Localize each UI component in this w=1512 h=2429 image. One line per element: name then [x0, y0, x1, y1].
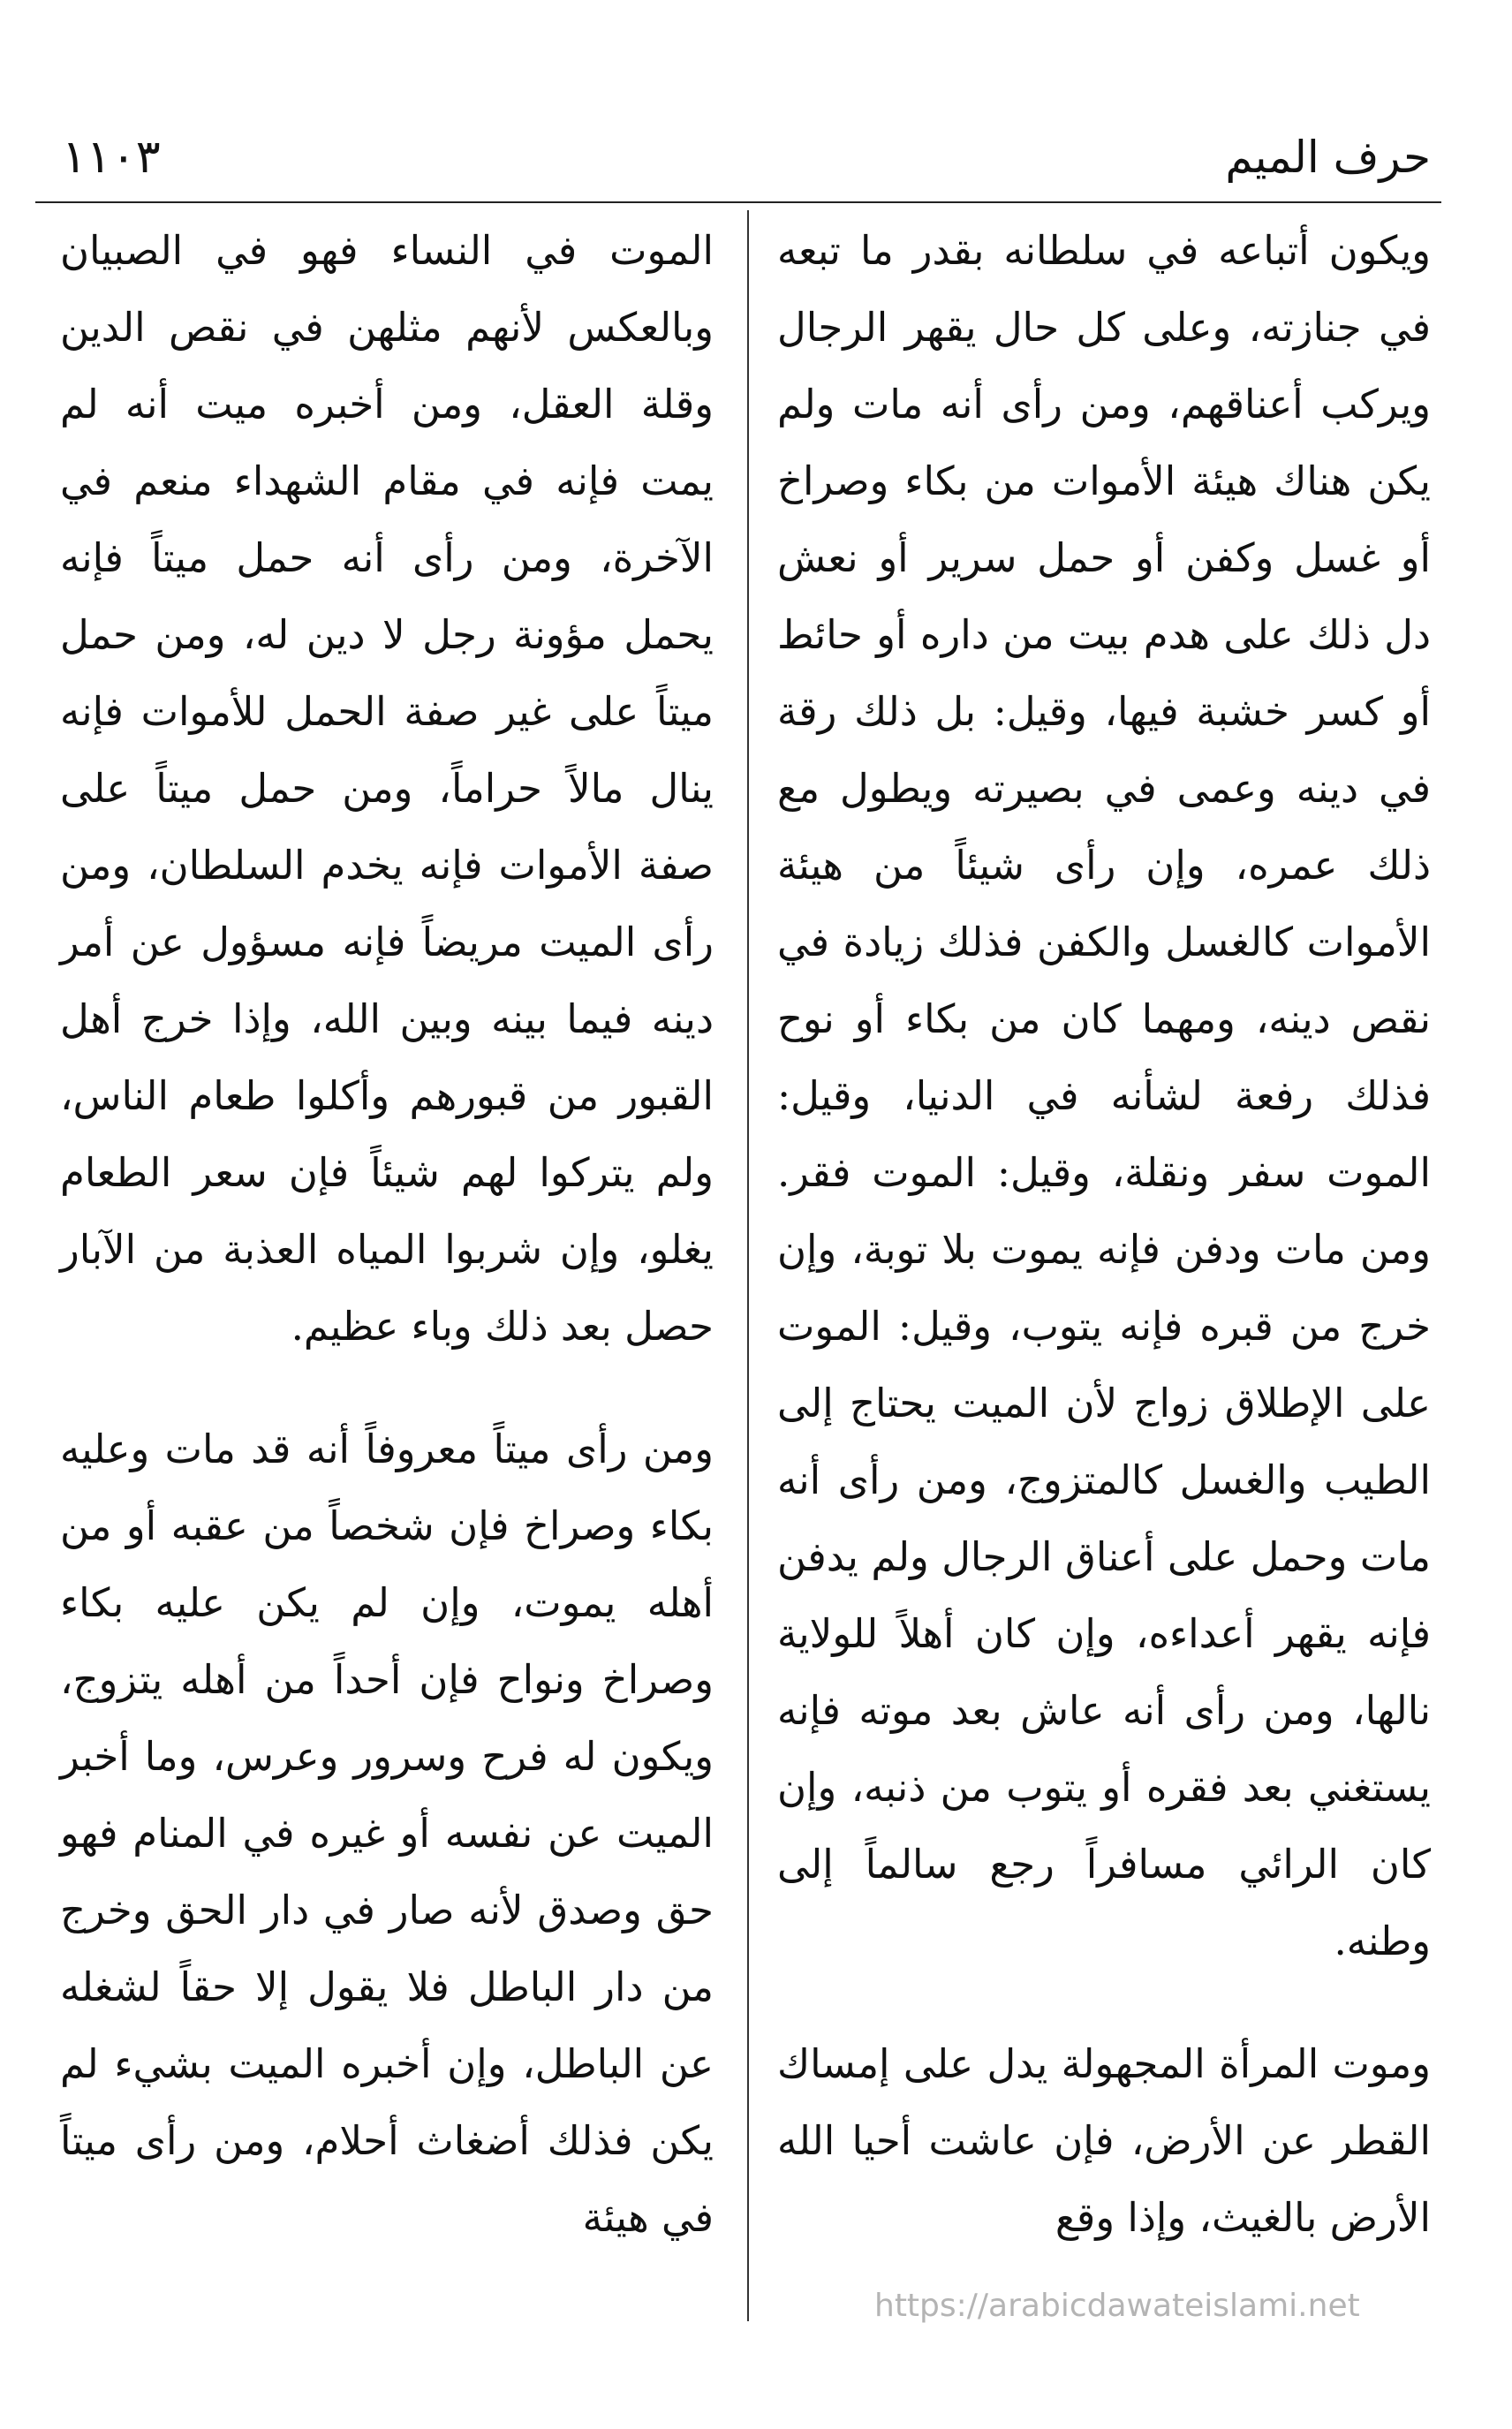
- header-rule: [35, 201, 1441, 203]
- paragraph: وموت المرأة المجهولة يدل على إمساك القطر عن الأرض، فإن عاشت أحيا الله الأرض بالغيث، وإذا وقع: [777, 2040, 1431, 2241]
- running-title: حرف الميم: [1225, 132, 1431, 183]
- right-column: [777, 212, 1431, 2256]
- page-number: ١١٠٣: [62, 131, 161, 184]
- watermark-url: https://arabicdawateislami.net: [874, 2288, 1360, 2324]
- page-header: [62, 104, 1431, 201]
- column-divider: [747, 210, 749, 2321]
- left-column: [60, 212, 714, 2256]
- paragraph: ومن رأى ميتاً معروفاً أنه قد مات وعليه بكاء وصراخ فإن شخصاً من عقبه أو من أهله يموت، وإن لم يكن عليه بكاء وصراخ ونواح فإن أحداً من أهله يتزوج، ويكون له فرح وسرور وعرس، وما أخبر الميت عن نفسه أو غيره في المنام فهو حق وصدق لأنه صار في دار الحق وخرج من دار الباطل فلا يقول إلا حقاً لشغله عن الباطل، وإن أخبره الميت بشيء لم يكن فذلك أضغاث أحلام، ومن رأى ميتاً في هيئة: [60, 1426, 714, 2241]
- paragraph: ويكون أتباعه في سلطانه بقدر ما تبعه في جنازته، وعلى كل حال يقهر الرجال ويركب أعناقهم، ومن رأى أنه مات ولم يكن هناك هيئة الأموات من بكاء وصراخ أو غسل وكفن أو حمل سرير أو نعش دل ذلك على هدم بيت من داره أو حائط أو كسر خشبة فيها، وقيل: بل ذلك رقة في دينه وعمى في بصيرته ويطول مع ذلك عمره، وإن رأى شيئاً من هيئة الأموات كالغسل والكفن فذلك زيادة في نقص دينه، ومهما كان من بكاء أو نوح فذلك رفعة لشأنه في الدنيا، وقيل: الموت سفر ونقلة، وقيل: الموت فقر. ومن مات ودفن فإنه يموت بلا توبة، وإن خرج من قبره فإنه يتوب، وقيل: الموت على الإطلاق زواج لأن الميت يحتاج إلى الطيب والغسل كالمتزوج، ومن رأى أنه مات وحمل على أعناق الرجال ولم يدفن فإنه يقهر أعداءه، وإن كان أهلاً للولاية نالها، ومن رأى أنه عاش بعد موته فإنه يستغني بعد فقره أو يتوب من ذنبه، وإن كان الرائي مسافراً رجع سالماً إلى وطنه.: [777, 227, 1431, 1964]
- paragraph: الموت في النساء فهو في الصبيان وبالعكس لأنهم مثلهن في نقص الدين وقلة العقل، ومن أخبره ميت أنه لم يمت فإنه في مقام الشهداء منعم في الآخرة، ومن رأى أنه حمل ميتاً فإنه يحمل مؤونة رجل لا دين له، ومن حمل ميتاً على غير صفة الحمل للأموات فإنه ينال مالاً حراماً، ومن حمل ميتاً على صفة الأموات فإنه يخدم السلطان، ومن رأى الميت مريضاً فإنه مسؤول عن أمر دينه فيما بينه وبين الله، وإذا خرج أهل القبور من قبورهم وأكلوا طعام الناس، ولم يتركوا لهم شيئاً فإن سعر الطعام يغلو، وإن شربوا المياه العذبة من الآبار حصل بعد ذلك وباء عظيم.: [60, 227, 714, 1350]
